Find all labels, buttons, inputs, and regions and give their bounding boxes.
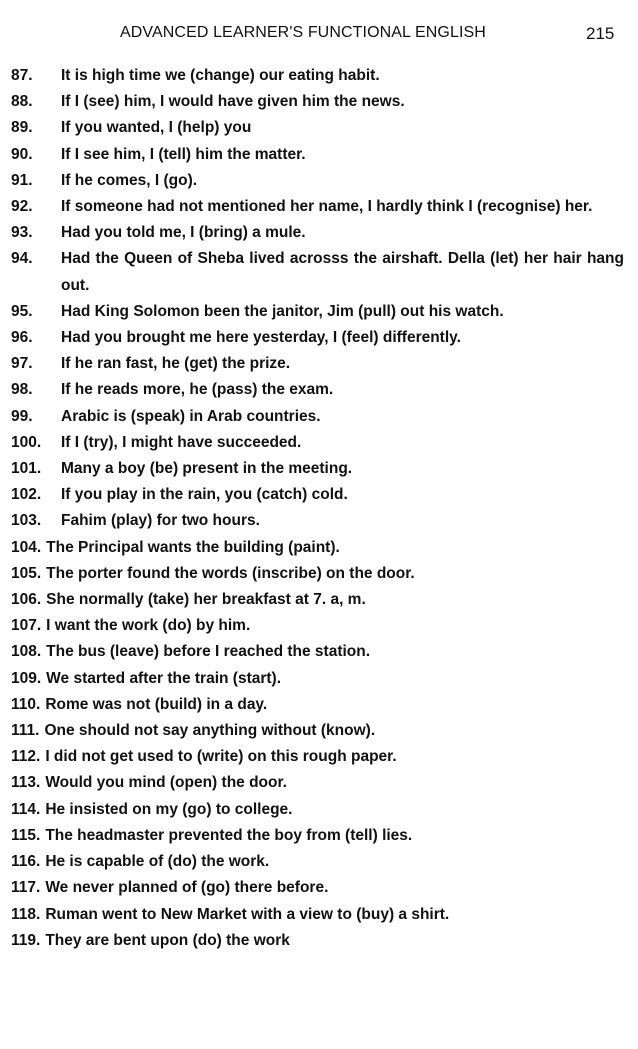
item-number: 87.	[11, 67, 33, 84]
list-item	[0, 639, 638, 665]
item-text: Many a boy (be) present in the meeting.	[61, 460, 353, 478]
page-number: 215	[586, 24, 615, 43]
list-item	[0, 220, 638, 246]
list-item	[0, 325, 638, 351]
list-item	[0, 351, 638, 377]
item-text: He is capable of (do) the work.	[45, 853, 270, 871]
item-number: 118.	[11, 905, 41, 923]
item-text: If he ran fast, he (get) the prize.	[61, 355, 291, 373]
item-text: If I see him, I (tell) him the matter.	[61, 145, 306, 163]
list-item	[0, 770, 638, 796]
list-item	[0, 194, 638, 220]
list-item	[0, 142, 638, 168]
item-text: Had King Solomon been the janitor, Jim (pull) out his watch.	[61, 302, 504, 320]
item-text: It is high time we (change) our eating habit.	[61, 67, 380, 84]
item-text: Ruman went to New Market with a view to (buy) a shirt.	[45, 905, 450, 923]
item-number: 94.	[11, 250, 33, 268]
item-number: 95.	[11, 302, 33, 320]
item-number: 103.	[11, 512, 42, 530]
list-item	[0, 430, 638, 456]
item-text: She normally (take) her breakfast at 7. a, m.	[46, 591, 366, 609]
item-number: 117.	[11, 879, 41, 897]
item-text: Rome was not (build) in a day.	[45, 695, 268, 713]
item-number: 96.	[11, 329, 33, 347]
list-item	[0, 561, 638, 587]
item-text: If someone had not mentioned her name, I hardly think I (recognise) her.	[61, 198, 593, 216]
item-number: 99.	[11, 407, 33, 425]
item-number: 90.	[11, 145, 33, 163]
item-text: Would you mind (open) the door.	[45, 774, 287, 792]
item-number: 105.	[11, 564, 42, 582]
list-item	[0, 168, 638, 194]
item-number: 88.	[11, 93, 33, 111]
item-number: 91.	[11, 171, 33, 189]
item-number: 113.	[11, 774, 41, 792]
item-text: Arabic is (speak) in Arab countries.	[61, 407, 321, 425]
item-number: 104.	[11, 538, 42, 556]
item-text: The headmaster prevented the boy from (tell) lies.	[45, 826, 413, 844]
item-number: 100.	[11, 433, 42, 451]
item-number: 102.	[11, 486, 42, 504]
item-text: If I (see) him, I would have given him the news.	[61, 93, 405, 111]
list-item	[0, 508, 638, 534]
item-number: 107.	[11, 617, 42, 635]
item-text: He insisted on my (go) to college.	[45, 800, 293, 818]
item-number: 98.	[11, 381, 33, 399]
item-text: We started after the train (start).	[46, 669, 282, 687]
item-number: 111.	[11, 722, 40, 740]
item-number: 109.	[11, 669, 42, 687]
list-item	[0, 666, 638, 692]
item-number: 93.	[11, 224, 33, 242]
list-item	[0, 377, 638, 403]
item-text: We never planned of (go) there before.	[45, 879, 329, 897]
item-number: 115.	[11, 826, 41, 844]
list-item	[0, 797, 638, 823]
item-number: 119.	[11, 931, 41, 949]
item-text: I want the work (do) by him.	[46, 617, 251, 635]
list-item	[0, 535, 638, 561]
item-text: The Principal wants the building (paint).	[46, 538, 340, 556]
item-number: 106.	[11, 591, 42, 609]
item-text: If you play in the rain, you (catch) cold.	[61, 486, 348, 504]
page-header	[0, 24, 638, 46]
page-title: ADVANCED LEARNER'S FUNCTIONAL ENGLISH	[120, 24, 486, 41]
item-text: I did not get used to (write) on this rough paper.	[45, 748, 397, 766]
item-text: The porter found the words (inscribe) on the door.	[46, 564, 415, 582]
item-text: Had you brought me here yesterday, I (feel) differently.	[61, 329, 461, 347]
list-item	[0, 482, 638, 508]
item-number: 92.	[11, 198, 33, 216]
item-text: Fahim (play) for two hours.	[61, 512, 260, 530]
list-item	[0, 928, 638, 954]
item-number: 101.	[11, 460, 42, 478]
list-item	[0, 875, 638, 901]
list-item	[0, 63, 638, 89]
list-item	[0, 587, 638, 613]
item-number: 114.	[11, 800, 41, 818]
item-text: If he reads more, he (pass) the exam.	[61, 381, 334, 399]
list-item	[0, 404, 638, 430]
item-text: Had the Queen of Sheba lived acrosss the airshaft. Della (let) her hair hang out.	[61, 250, 624, 294]
item-text: They are bent upon (do) the work	[45, 931, 290, 949]
item-number: 89.	[11, 119, 33, 137]
list-item	[0, 823, 638, 849]
list-item	[0, 246, 638, 298]
list-item	[0, 849, 638, 875]
item-text: One should not say anything without (know).	[44, 722, 376, 740]
item-text: If I (try), I might have succeeded.	[61, 433, 302, 451]
list-item	[0, 299, 638, 325]
list-item	[0, 613, 638, 639]
exercise-list	[0, 63, 638, 954]
list-item	[0, 456, 638, 482]
item-text: If you wanted, I (help) you	[61, 119, 252, 137]
list-item	[0, 902, 638, 928]
item-number: 112.	[11, 748, 41, 766]
list-item	[0, 115, 638, 141]
item-number: 110.	[11, 695, 41, 713]
list-item	[0, 744, 638, 770]
item-text: If he comes, I (go).	[61, 171, 198, 189]
item-number: 108.	[11, 643, 42, 661]
list-item	[0, 718, 638, 744]
list-item	[0, 692, 638, 718]
item-text: The bus (leave) before I reached the station.	[46, 643, 371, 661]
item-number: 116.	[11, 853, 41, 871]
item-number: 97.	[11, 355, 33, 373]
item-text: Had you told me, I (bring) a mule.	[61, 224, 306, 242]
list-item	[0, 89, 638, 115]
